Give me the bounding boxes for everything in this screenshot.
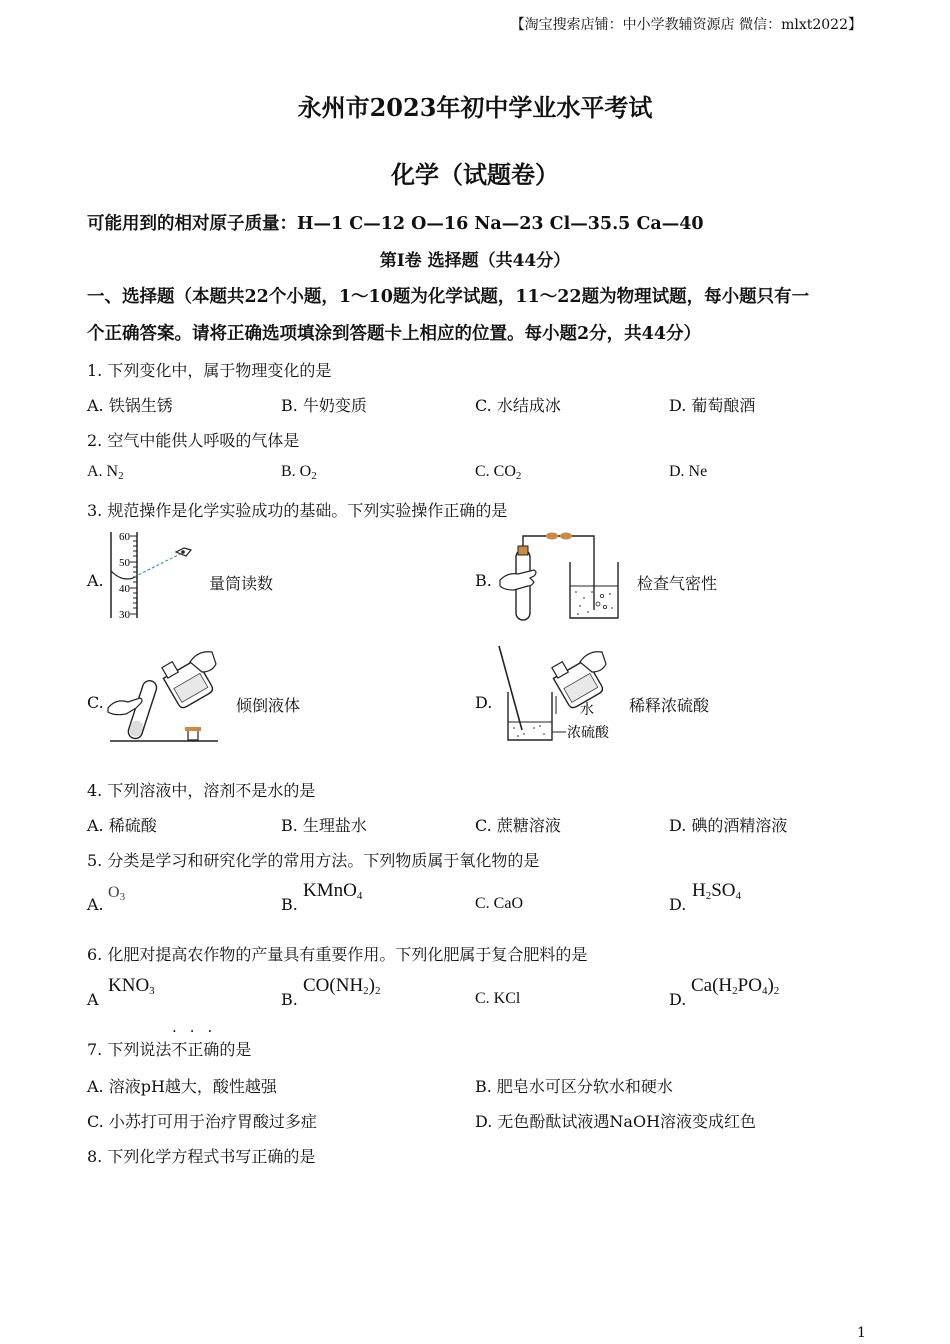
q5-option-b-letter: B. [281,895,298,914]
q6-option-b-formula: $CO(NH_2)_2$ [303,975,381,997]
q1-option-d: D. 葡萄酿酒 [669,396,756,415]
part1-heading: 第Ⅰ卷 选择题（共44分） [379,251,571,271]
paper-subtitle: 化学（试题卷） [391,160,559,189]
q6-option-b-letter: B. [281,990,298,1009]
q2-option-b: B. $O_2$ [281,463,317,482]
q2-option-c: C. $CO_2$ [475,463,522,482]
q3-option-a-letter: A. [87,571,104,590]
header-note: 【淘宝搜索店铺：中小学教辅资源店 微信：mlxt2022】 [510,17,862,33]
q7-option-c: C. 小苏打可用于治疗胃酸过多症 [87,1112,317,1131]
q6-option-d-formula: $Ca(H_2PO_4)_2$ [691,975,780,997]
q6-option-d-letter: D. [669,990,687,1009]
q1-option-c: C. 水结成冰 [475,396,561,415]
label-concentrated-acid: 浓硫酸 [567,726,609,741]
q6-option-a-letter: A [87,990,99,1009]
section-intro-line2: 个正确答案。请将正确选项填涂到答题卡上相应的位置。每小题2分，共44分） [87,324,702,344]
q5-option-a-letter: A. [87,895,104,914]
atomic-masses: 可能用到的相对原子质量：H—1 C—12 O—16 Na—23 Cl—35.5 Ca—40 [87,214,704,234]
q4-stem: 4. 下列溶液中，溶剂不是水的是 [87,781,316,800]
q3-option-c-letter: C. [87,693,104,712]
q4-option-d: D. 碘的酒精溶液 [669,816,788,835]
q3-option-b-caption: 检查气密性 [637,574,718,593]
q4-option-b: B. 生理盐水 [281,816,367,835]
cylinder-tick-50: 50 [119,557,130,569]
exam-title: 永州市2023年初中学业水平考试 [297,93,653,122]
q2-option-d: D. Ne [669,463,708,480]
q6-option-c: C. KCl [475,990,521,1007]
q7-option-d: D. 无色酚酞试液遇NaOH溶液变成红色 [475,1112,757,1131]
q4-option-c: C. 蔗糖溶液 [475,816,561,835]
q7-option-b: B. 肥皂水可区分软水和硬水 [475,1077,673,1096]
q5-stem: 5. 分类是学习和研究化学的常用方法。下列物质属于氧化物的是 [87,851,540,870]
q3-option-b-letter: B. [475,571,492,590]
cylinder-tick-60: 60 [119,531,130,543]
q2-option-a: A. $N_2$ [87,463,124,482]
label-water: 水 [580,703,594,718]
emphasis-dots: ··· [172,1022,226,1040]
pouring-liquid-figure [104,638,222,744]
cylinder-tick-30: 30 [119,609,130,621]
section-intro-line1: 一、选择题（本题共22个小题，1～10题为化学试题，11～22题为物理试题，每小题只有一 [87,287,810,307]
q5-option-b-formula: KMnO$_4$ [303,880,363,902]
q2-stem: 2. 空气中能供人呼吸的气体是 [87,431,300,450]
q1-stem: 1. 下列变化中，属于物理变化的是 [87,361,332,380]
q1-option-a: A. 铁锅生锈 [87,396,173,415]
q3-stem: 3. 规范操作是化学实验成功的基础。下列实验操作正确的是 [87,501,508,520]
q5-option-d-letter: D. [669,895,687,914]
q1-option-b: B. 牛奶变质 [281,396,367,415]
q7-option-a: A. 溶液pH越大，酸性越强 [87,1077,277,1096]
stopper-icon [188,730,198,740]
dilute-acid-figure [494,638,614,744]
q5-option-c: C. CaO [475,895,523,912]
cylinder-tick-40: 40 [119,583,130,595]
q6-stem: 6. 化肥对提高农作物的产量具有重要作用。下列化肥属于复合肥料的是 [87,945,588,964]
q6-option-a-formula: $KNO_3$ [108,975,155,997]
q4-option-a: A. 稀硫酸 [87,816,157,835]
q5-option-d-formula: $H_2SO_4$ [692,880,742,902]
cylinder-reading-figure [104,528,196,622]
q3-option-a-caption: 量筒读数 [209,574,274,593]
airtightness-figure [494,528,626,622]
q7-stem: 7. 下列说法不正确的是 [87,1040,252,1059]
q5-option-a-formula: $O_3$ [108,884,126,903]
q3-option-d-letter: D. [475,693,493,712]
q3-option-d-caption: 稀释浓硫酸 [629,696,710,715]
page-number: 1 [857,1325,866,1341]
q8-stem: 8. 下列化学方程式书写正确的是 [87,1147,316,1166]
q3-option-c-caption: 倾倒液体 [236,696,301,715]
